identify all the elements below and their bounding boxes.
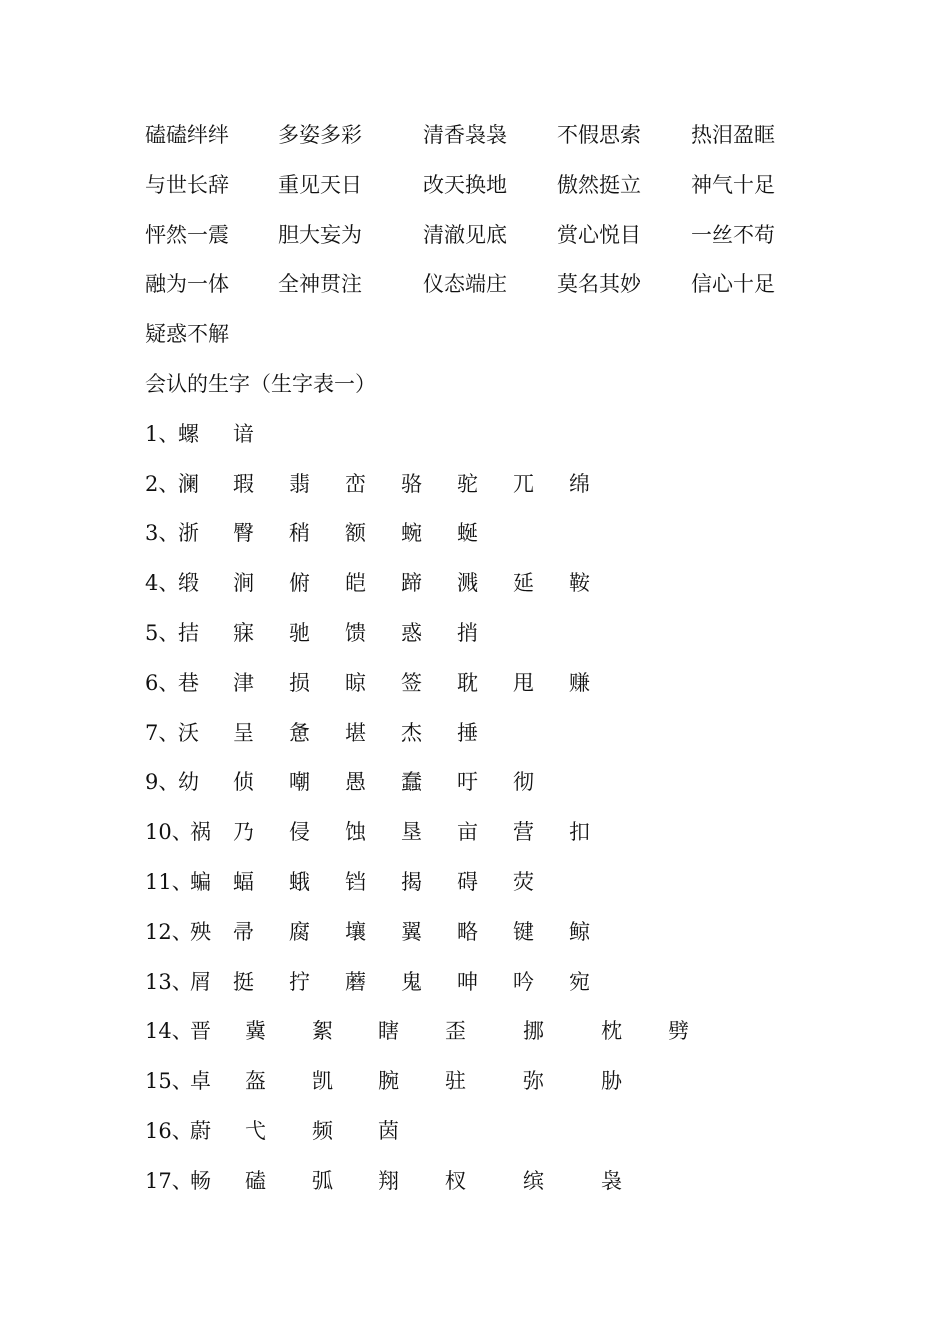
char-item: 蛾: [289, 870, 310, 894]
char-item: 拧: [289, 969, 310, 994]
char-item: 侦: [233, 770, 254, 795]
char-item: 巷: [178, 670, 199, 695]
char-item: 枕: [601, 1019, 622, 1044]
char-item: 翔: [378, 1168, 399, 1193]
char-item: 甩: [513, 670, 534, 695]
idiom-word: 信心十足: [691, 272, 775, 297]
char-item: 俯: [289, 571, 310, 596]
idiom-word: 热泪盈眶: [691, 123, 775, 147]
char-item: 杈: [445, 1168, 466, 1193]
char-item: 挺: [233, 969, 254, 994]
char-item: 蝠: [233, 870, 254, 894]
idiom-word: 神气十足: [691, 172, 775, 197]
idiom-word: 一丝不苟: [691, 222, 775, 247]
char-item: 屑: [190, 969, 211, 994]
row-number: 11、: [145, 870, 193, 894]
char-item: 磕: [245, 1168, 266, 1193]
char-item: 签: [401, 670, 422, 695]
char-item: 额: [345, 521, 366, 546]
char-item: 涧: [233, 571, 254, 596]
char-item: 彻: [513, 770, 534, 795]
idiom-word: 清澈见底: [423, 222, 507, 247]
char-item: 卓: [190, 1069, 211, 1094]
char-item: 堪: [345, 720, 366, 745]
idiom-word: 多姿多彩: [278, 123, 362, 147]
char-item: 蜿: [401, 521, 422, 546]
char-item: 拮: [178, 621, 199, 645]
row-number: 7、: [145, 720, 180, 745]
char-item: 蚀: [345, 820, 366, 845]
char-item: 絮: [312, 1019, 333, 1044]
row-number: 10、: [145, 820, 193, 845]
idiom-word: 莫名其妙: [557, 272, 641, 297]
char-item: 缎: [178, 571, 199, 596]
char-item: 弥: [523, 1069, 544, 1094]
idiom-word: 与世长辞: [145, 172, 229, 197]
char-item: 瞎: [378, 1019, 399, 1044]
char-item: 亩: [457, 820, 478, 845]
char-item: 鲸: [569, 919, 590, 944]
char-item: 冀: [245, 1019, 266, 1044]
section-title: 会认的生字（生字表一）: [145, 372, 376, 396]
char-item: 弧: [312, 1168, 333, 1193]
char-item: 歪: [445, 1019, 466, 1044]
char-item: 绵: [569, 471, 590, 496]
char-item: 损: [289, 670, 310, 695]
char-item: 腕: [378, 1069, 399, 1094]
char-item: 澜: [178, 471, 199, 496]
char-item: 耽: [457, 670, 478, 695]
char-item: 晋: [190, 1019, 211, 1044]
char-item: 皑: [345, 571, 366, 596]
row-number: 1、: [145, 421, 180, 446]
char-item: 畅: [190, 1168, 211, 1193]
row-number: 4、: [145, 571, 180, 596]
char-item: 晾: [345, 670, 366, 695]
char-item: 沃: [178, 720, 199, 745]
char-item: 凯: [312, 1069, 333, 1094]
char-item: 驼: [457, 471, 478, 496]
row-number: 9、: [145, 770, 180, 795]
row-number: 16、: [145, 1119, 193, 1143]
char-item: 蘑: [345, 969, 366, 994]
char-item: 壤: [345, 919, 366, 944]
char-item: 袅: [601, 1168, 622, 1193]
char-item: 寐: [233, 621, 254, 645]
char-item: 蠢: [401, 770, 422, 795]
row-number: 14、: [145, 1019, 193, 1044]
char-item: 挪: [523, 1019, 544, 1044]
idiom-word: 胆大妄为: [278, 222, 362, 247]
char-item: 茵: [378, 1119, 399, 1143]
row-number: 15、: [145, 1069, 193, 1094]
char-item: 螺: [178, 421, 199, 446]
char-item: 稍: [289, 521, 310, 546]
char-item: 驰: [289, 621, 310, 645]
char-item: 宛: [569, 969, 590, 994]
char-item: 捶: [457, 720, 478, 745]
char-item: 蝙: [190, 870, 211, 894]
char-item: 杰: [401, 720, 422, 745]
idiom-word: 融为一体: [145, 272, 229, 297]
char-item: 惑: [401, 621, 422, 645]
idiom-word: 清香袅袅: [423, 123, 507, 147]
char-item: 捎: [457, 621, 478, 645]
char-item: 翡: [289, 471, 310, 496]
char-item: 骆: [401, 471, 422, 496]
char-item: 津: [233, 670, 254, 695]
char-item: 蹄: [401, 571, 422, 596]
idiom-word: 傲然挺立: [557, 172, 641, 197]
char-item: 峦: [345, 471, 366, 496]
char-item: 劈: [668, 1019, 689, 1044]
char-item: 殃: [190, 919, 211, 944]
char-item: 兀: [513, 471, 534, 496]
char-item: 呻: [457, 969, 478, 994]
char-item: 侵: [289, 820, 310, 845]
char-item: 乃: [233, 820, 254, 845]
char-item: 赚: [569, 670, 590, 695]
char-item: 腐: [289, 919, 310, 944]
idiom-word: 不假思索: [557, 123, 641, 147]
char-item: 碍: [457, 870, 478, 894]
row-number: 2、: [145, 471, 180, 496]
char-item: 浙: [178, 521, 199, 546]
char-item: 翼: [401, 919, 422, 944]
char-item: 驻: [445, 1069, 466, 1094]
char-item: 缤: [523, 1168, 544, 1193]
char-item: 呈: [233, 720, 254, 745]
char-item: 延: [513, 571, 534, 596]
row-number: 13、: [145, 969, 193, 994]
char-item: 键: [513, 919, 534, 944]
char-item: 帚: [233, 919, 254, 944]
char-item: 鞍: [569, 571, 590, 596]
char-item: 荧: [513, 870, 534, 894]
idiom-word: 磕磕绊绊: [145, 123, 229, 147]
char-item: 略: [457, 919, 478, 944]
char-item: 谙: [233, 421, 254, 446]
idiom-word: 仪态端庄: [423, 272, 507, 297]
char-item: 嘲: [289, 770, 310, 795]
char-item: 蔚: [190, 1119, 211, 1143]
idiom-word: 怦然一震: [145, 222, 229, 247]
idiom-word: 全神贯注: [278, 272, 362, 297]
char-item: 营: [513, 820, 534, 845]
char-item: 馈: [345, 621, 366, 645]
char-item: 惫: [289, 720, 310, 745]
char-item: 瑕: [233, 471, 254, 496]
idiom-word: 重见天日: [278, 172, 362, 197]
row-number: 17、: [145, 1168, 193, 1193]
char-item: 频: [312, 1119, 333, 1143]
row-number: 6、: [145, 670, 180, 695]
char-item: 蜒: [457, 521, 478, 546]
char-item: 溅: [457, 571, 478, 596]
char-item: 幼: [178, 770, 199, 795]
idiom-word: 改天换地: [423, 172, 507, 197]
char-item: 吟: [513, 969, 534, 994]
char-item: 扣: [569, 820, 590, 845]
char-item: 揭: [401, 870, 422, 894]
idiom-word: 疑惑不解: [145, 322, 229, 347]
char-item: 臀: [233, 521, 254, 546]
char-item: 祸: [190, 820, 211, 845]
char-item: 胁: [601, 1069, 622, 1094]
char-item: 铛: [345, 870, 366, 894]
row-number: 3、: [145, 521, 180, 546]
row-number: 12、: [145, 919, 193, 944]
char-item: 弋: [245, 1119, 266, 1143]
char-item: 愚: [345, 770, 366, 795]
idiom-word: 赏心悦目: [557, 222, 641, 247]
row-number: 5、: [145, 621, 180, 645]
char-item: 盔: [245, 1069, 266, 1094]
char-item: 垦: [401, 820, 422, 845]
char-item: 鬼: [401, 969, 422, 994]
char-item: 吁: [457, 770, 478, 795]
